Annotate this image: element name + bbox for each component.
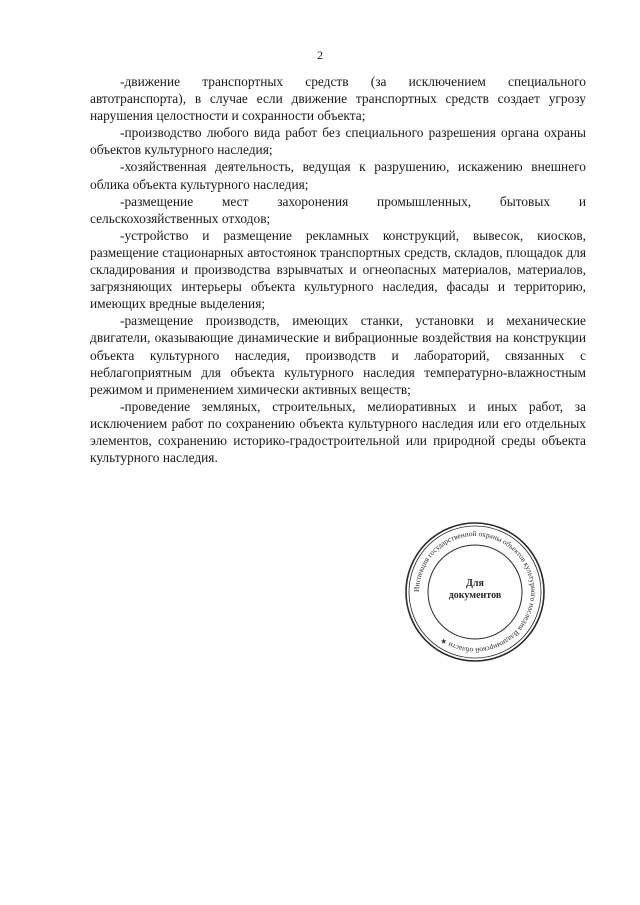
paragraph-works-permit: -производство любого вида работ без специального разрешения органа охраны объектов культурного наследия; (90, 125, 586, 158)
paragraph-earthworks: -проведение земляных, строительных, мелиоративных и иных работ, за исключением работ по сохранению объекта культурного наследия или его отдельных элементов, сохранению историко-градостроительной или природной среды объекта культурного наследия. (90, 398, 586, 466)
paragraph-economic-activity: -хозяйственная деятельность, ведущая к разрушению, искажению внешнего облика объекта культурного наследия; (90, 159, 586, 192)
official-seal (403, 520, 547, 664)
paragraph-traffic: -движение транспортных средств (за исключением специального автотранспорта), в случае если движение транспортных средств создает угрозу нарушения целостности и сохранности объекта; (90, 74, 586, 124)
seal-center-label (403, 578, 547, 602)
page-number: 2 (317, 48, 323, 62)
seal-center-line-1: Для (466, 578, 484, 589)
document-body (90, 73, 586, 466)
seal-ring-text: Инспекция государственной охраны объектов культурного наследия Владимирской области ★ (411, 528, 539, 656)
paragraph-advertising: -устройство и размещение рекламных конструкций, вывесок, киосков, размещение стационарных автостоянок транспортных средств, складов, площадок для складирования и производства взрывчатых и огнеопасных материалов, материалов, загрязняющих интерьеры объекта культурного наследия, фасады и территорию, имеющих вредные выделения; (90, 227, 586, 312)
paragraph-industrial: -размещение производств, имеющих станки, установки и механические двигатели, оказывающие динамические и вибрационные воздействия на конструкции объекта культурного наследия, производств и лабораторий, связанных с неблагоприятным для объекта культурного наследия температурно-влажностным режимом и применением химически активных веществ; (90, 313, 586, 397)
seal-center-line-2: документов (448, 590, 502, 601)
paragraph-waste-burial: -размещение мест захоронения промышленных, бытовых и сельскохозяйственных отходов; (90, 193, 586, 226)
